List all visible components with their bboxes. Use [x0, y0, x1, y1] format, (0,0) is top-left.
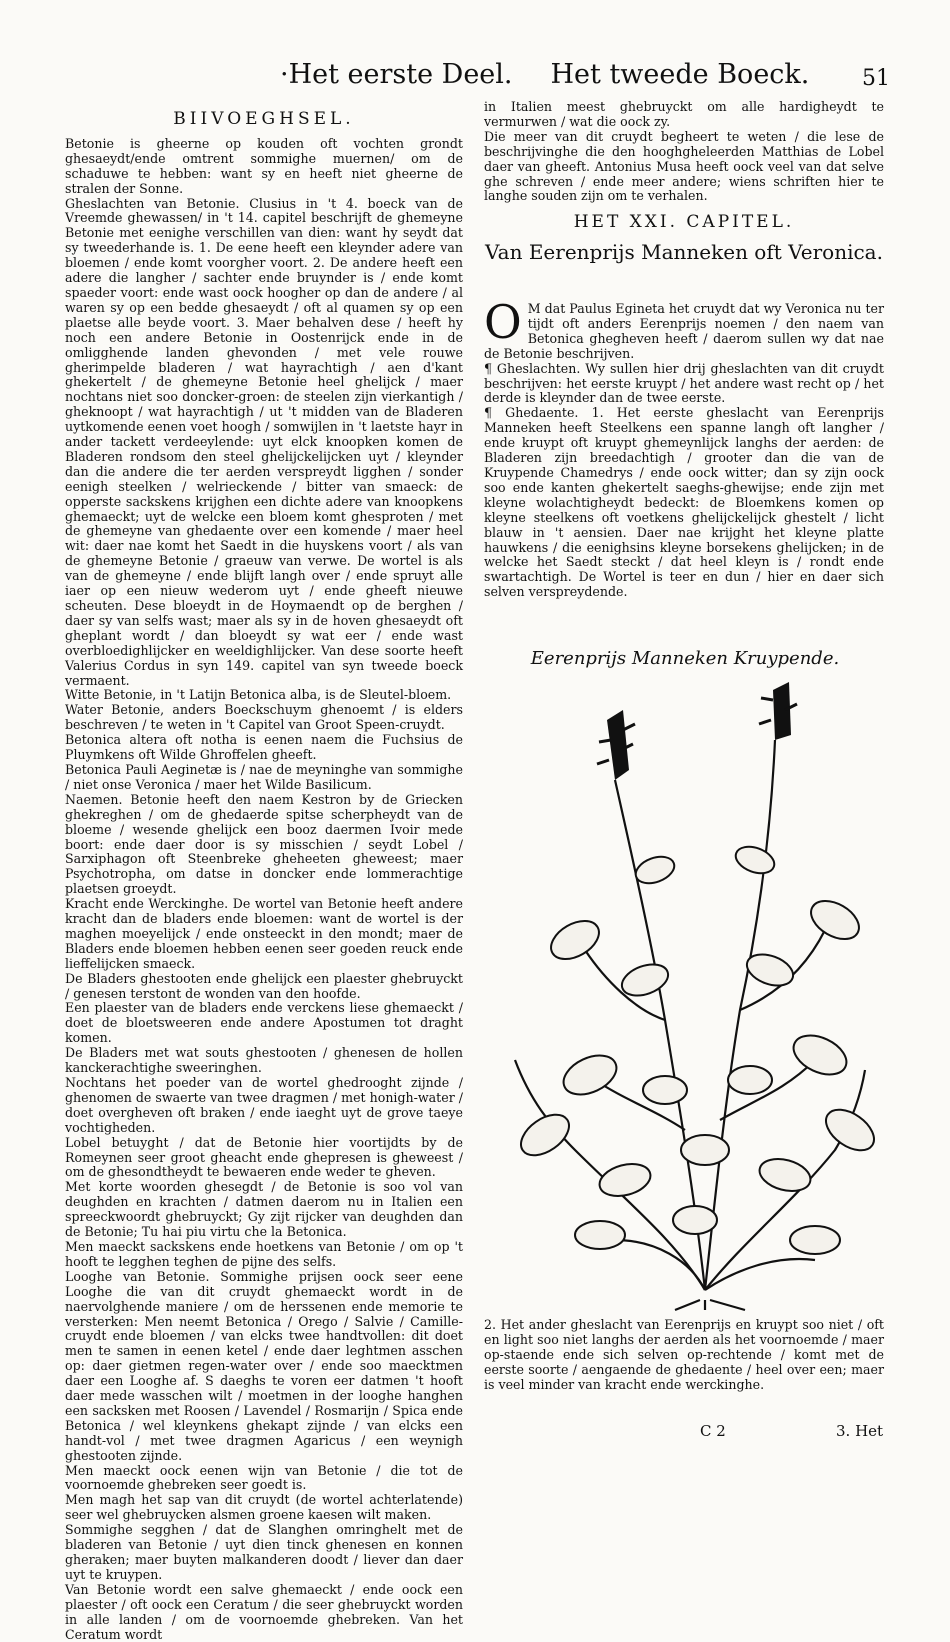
- paragraph: Gheslachten van Betonie. Clusius in 't 4. boeck van de Vreemde ghewassen/ in 't 14. capitel beschrijft de ghemeyne Betonie met eenighe verschillen van dien: want hy seydt dat sy tweederhande is. 1. De eene heeft een kleynder adere van bloemen / ende komt voorgher voort. 2. De andere heeft een adere die langher / sachter ende bruynder is / ende komt spaeder voort: ende wast oock hoogher op dan de andere / al waren sy op een bedde ghesaeydt / oft al quamen sy op een plaetse alle beyde voort. 3. Maer behalven dese / heeft hy noch een andere Betonie in Oostenrijck ende in de omligghende landen ghevonden / met vele rouwe gherimpelde bladeren / wat hayrachtigh / aen d'kant ghekertelt / de ghemeyne Betonie heel ghelijck / maer nochtans niet soo doncker-groen: de steelen zijn vierkantigh / gheknoopt / wat hayrachtigh / ut 't midden van de Bladeren uytkomende eenen voet hoogh / somwijlen in 't laetste hayr in ander tackett verdeeylende: uyt elck knoopken komen de Bladeren rondsom den steel ghelijckelijcken uyt / kleynder dan die andere die ter aerden verspreydt ligghen / sonder eenigh steelken / welrieckende / bitter van smaeck: de opperste sackskens krijghen een dichte adere van knoopkens ghemaeckt; uyt de welcke een bloem komt ghesproten / met de ghemeyne van ghedaente over een komende / maer heel wit: daer nae komt het Saedt in die huyskens voort / als van de ghemeyne Betonie / graeuw van verwe. De wortel is als van de ghemeyne / ende blijft langh over / ende spruyt alle iaer op een nieuw wederom uyt / ende gheeft nieuwe scheuten. Dese bloeydt in de Hoymaendt op de berghen / daer sy van selfs wast; maer als sy in de hoven ghesaeydt oft gheplant wordt / dan bloeydt sy wat eer / ende wast overbloedighlijcker en weeldighlijcker. Van dese soorte heeft Valerius Cordus in syn 149. capitel van syn tweede boeck vermaent.: [65, 195, 463, 688]
- paragraph: Betonica Pauli Aeginetæ is / nae de meyninghe van sommighe / niet onse Veronica / maer het Wilde Basilicum.: [65, 761, 463, 792]
- running-head: [280, 60, 920, 90]
- running-head-left: ·Het eerste Deel.: [280, 59, 513, 90]
- running-head-right: Het tweede Boeck.: [550, 59, 810, 90]
- plant-woodcut-illustration: [505, 680, 875, 1310]
- paragraph: Men maeckt oock eenen wijn van Betonie / die tot de voornoemde ghebreken seer goedt is.: [65, 1462, 463, 1493]
- paragraph: Betonica altera oft notha is eenen naem die Fuchsius de Pluymkens oft Wilde Ghroffelen gheeft.: [65, 732, 463, 763]
- paragraph: Witte Betonie, in 't Latijn Betonica alba, is de Sleutel-bloem.: [65, 687, 452, 703]
- paragraph: Met korte woorden ghesegdt / de Betonie is soo vol van deughden en krachten / datmen daerom nu in Italien een spreeckwoordt ghebruyckt; Gy zijt rijcker van deughden dan de Betonie; Tu hai piu virtu che la Betonica.: [65, 1179, 463, 1240]
- page-number: 51: [862, 66, 890, 91]
- paragraph: Men maeckt sackskens ende hoetkens van Betonie / om op 't hooft te legghen teghen de pijne des selfs.: [65, 1238, 463, 1269]
- paragraph: ¶ Ghedaente. 1. Het eerste gheslacht van Eerenprijs Manneken heeft Steelkens een spanne langh oft langher / ende kruypt oft kruypt ghemeynlijck langhs der aerden: de Bladeren zijn breedachtigh / grooter dan die van de Kruypende Chamedrys / ende oock witter; dan sy zijn oock soo ende kanten ghekertelt saeghs-ghewijse; ende zijn met kleyne wolachtigheydt bedeckt: de Bloemkens komen op kleyne steelkens oft voetkens ghelijckelijck ghestelt / licht blauw in 't aensien. Daer nae krijght het kleyne platte hauwkens / die eenighsins kleyne borsekens ghelijcken; in de welcke het Saedt steckt / dat heel kleyn is / rondt ende swartachtigh. De Wortel is teer en dun / hier en daer sich selven verspreydende.: [484, 405, 884, 600]
- right-column-body: [484, 295, 884, 647]
- paragraph: Men magh het sap van dit cruydt (de wortel achterlatende) seer wel ghebruycken alsmen groene kaesen wilt maken.: [65, 1492, 463, 1523]
- drop-cap: O: [484, 295, 522, 349]
- paragraph: Die meer van dit cruydt begheert te weten / die lese de beschrijvinghe die den hooghgheleerden Matthias de Lobel daer van gheeft. Antonius Musa heeft oock veel van dat selve ghe schreven / ende meer andere; wiens schriften hier te langhe souden zijn om te verhalen.: [484, 128, 884, 204]
- paragraph: M dat Paulus Egineta het cruydt dat wy Veronica nu ter tijdt oft anders Eerenprijs noemen / den naem van Betonica ghegheven heeft / daerom sullen wy dat nae de Betonie beschrijven.: [484, 301, 884, 361]
- paragraph: Lobel betuyght / dat de Betonie hier voortijdts by de Romeynen seer groot gheacht ende ghepresen is gheweest / om de ghesondtheydt te bewaeren ende weder te gheven.: [65, 1134, 463, 1180]
- paragraph: Naemen. Betonie heeft den naem Kestron by de Griecken ghekreghen / om de ghedaerde spitse scherpheydt van de bloeme / wesende ghelijck een booz daermen Ivoir mede boort: ende daer door is sy misschien / seydt Lobel / Sarxiphagon oft Steenbreke gheheeten gheweest; maer Psychotropha, om datse in doncker ende lommerachtige plaetsen groeydt.: [65, 791, 463, 897]
- paragraph: Water Betonie, anders Boeckschuym ghenoemt / is elders beschreven / te weten in 't Capitel van Groot Speen-cruydt.: [65, 702, 463, 733]
- paragraph: ¶ Gheslachten. Wy sullen hier drij gheslachten van dit cruydt beschrijven: het eerste kruypt / het andere wast recht op / het derde is kleynder dan de twee eerste.: [484, 360, 884, 406]
- paragraph: Kracht ende Werckinghe. De wortel van Betonie heeft andere kracht dan de bladers ende bloemen: want de wortel is der maghen moeyelijck / ende onsteeckt in den mondt; maer de Bladers ende bloemen hebben eenen seer goeden reuck ende lieffelijcken smaeck.: [65, 896, 463, 971]
- paragraph: Looghe van Betonie. Sommighe prijsen oock seer eene Looghe die van dit cruydt ghemaeckt wordt in de naervolghende maniere / om de herssenen ende memorie te versterken: Men neemt Betonica / Orego / Salvie / Camille-cruydt ende bloemen / van elcks twee handtvollen: dit doet men te samen in eenen ketel / ende daer leghtmen asschen op: daer gietmen regen-water over / ende soo maecktmen daer een Looghe af. S daeghs te voren eer datmen 't hooft daer mede wasschen wilt / moetmen in der looghe hanghen een sacksken met Roosen / Lavendel / Rosmarijn / Spica ende Betonica / wel kleynkens ghekapt zijnde / van elcks een handt-vol / met twee dragmen Agaricus / een weynigh ghestooten zijnde.: [65, 1268, 463, 1463]
- paragraph: De Bladers ghestooten ende ghelijck een plaester ghebruyckt / genesen terstont de wonden van den hoofde.: [65, 970, 463, 1001]
- paragraph: in Italien meest ghebruyckt om alle hardigheydt te vermurwen / wat die oock zy.: [484, 99, 884, 129]
- chapter-subtitle: Van Eerenprijs Manneken oft Veronica.: [485, 240, 883, 264]
- paragraph: Van Betonie wordt een salve ghemaeckt / ende oock een plaester / oft oock een Ceratum / die seer ghebruyckt worden in alle landen / om de voornoemde ghebreken. Van het Ceratum wordt: [65, 1581, 463, 1642]
- plant-caption: Eerenprijs Manneken Kruypende.: [530, 648, 840, 669]
- right-column-top: [484, 100, 884, 210]
- paragraph: Een plaester van de bladers ende verckens liese ghemaeckt / doet de bloetsweeren ende andere Apostumen tot draght komen.: [65, 1000, 463, 1046]
- signature-mark: C 2: [700, 1422, 726, 1440]
- paragraph: De Bladers met wat souts ghestooten / ghenesen de hollen kanckerachtighe sweeringhen.: [65, 1045, 463, 1076]
- paragraph: Sommighe segghen / dat de Slanghen omringhelt met de bladeren van Betonie / uyt dien tinck ghenesen en konnen gheraken; maer buyten malkanderen doodt / liever dan daer uyt te kruypen.: [65, 1522, 463, 1582]
- section-title: BIIVOEGHSEL.: [173, 109, 355, 129]
- paragraph: 2. Het ander gheslacht van Eerenprijs en kruypt soo niet / oft en light soo niet langhs der aerden als het voornoemde / maer op-staende ende sich selven op-rechtende / komt met de eerste soorte / aengaende de ghedaente / heel over een; maer is veel minder van kracht ende werckinghe.: [484, 1317, 884, 1392]
- paragraph: Nochtans het poeder van de wortel ghedrooght zijnde / ghenomen de swaerte van twee dragmen / met honigh-water / doet overgheven oft braken / ende iaeght uyt de grove taeye vochtigheden.: [65, 1075, 463, 1135]
- left-column: [65, 109, 463, 1642]
- paragraph: Betonie is gheerne op kouden oft vochten grondt ghesaeydt/ende omtrent sommighe muernen/ om de schaduwe te hebben: want sy en heeft niet gheerne de stralen der Sonne.: [65, 135, 463, 196]
- right-column-bottom: [484, 1318, 884, 1418]
- catchword: 3. Het: [836, 1422, 884, 1440]
- chapter-title: HET XXI. CAPITEL.: [573, 212, 795, 232]
